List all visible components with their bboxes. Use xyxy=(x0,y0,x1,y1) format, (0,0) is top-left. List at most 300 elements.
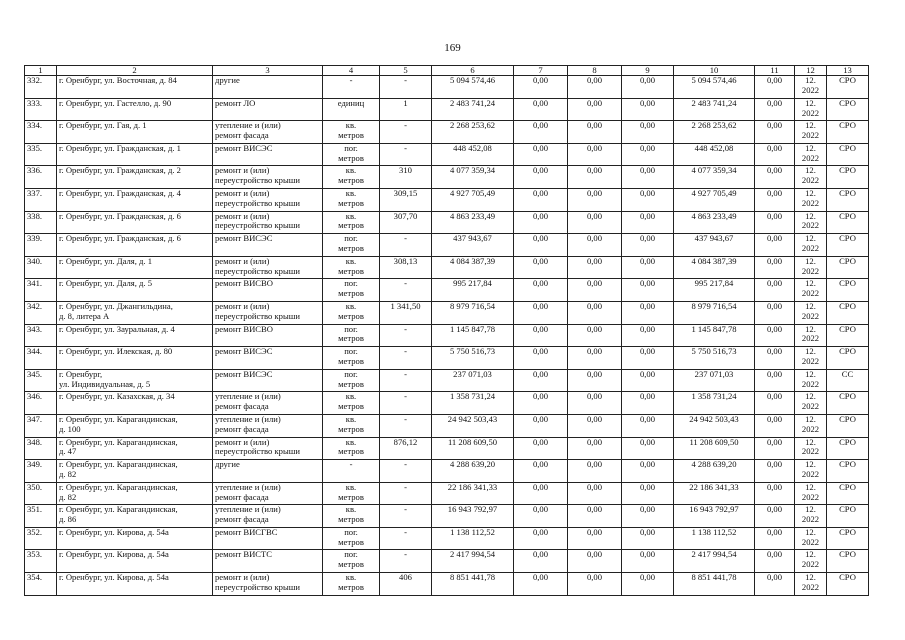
volume-cell: 309,15 xyxy=(380,188,432,211)
table-row xyxy=(25,437,869,460)
fund-cell: 0,00 xyxy=(514,369,568,392)
local-cell: 0,00 xyxy=(622,143,674,166)
method-cell: СРО xyxy=(827,211,869,234)
method-cell: СРО xyxy=(827,324,869,347)
budget-cell: 0,00 xyxy=(568,166,622,189)
fund-cell: 0,00 xyxy=(514,143,568,166)
unit-cell: пог. метров xyxy=(323,527,380,550)
volume-cell: 307,70 xyxy=(380,211,432,234)
total-cost-cell: 22 186 341,33 xyxy=(432,482,514,505)
address-cell: г. Оренбург, ул. Кирова, д. 54а xyxy=(57,527,213,550)
budget-cell: 0,00 xyxy=(568,573,622,596)
address-cell: г. Оренбург, ул. Гастелло, д. 90 xyxy=(57,98,213,121)
column-header-5: 5 xyxy=(380,66,432,76)
table-row xyxy=(25,76,869,99)
other-cell: 0,00 xyxy=(755,98,795,121)
budget-cell: 0,00 xyxy=(568,234,622,257)
other-cell: 0,00 xyxy=(755,505,795,528)
fund-cell: 0,00 xyxy=(514,437,568,460)
deadline-cell: 12. 2022 xyxy=(795,505,827,528)
work-type-cell: ремонт и (или) переустройство крыши xyxy=(213,301,323,324)
volume-cell: - xyxy=(380,460,432,483)
fund-cell: 0,00 xyxy=(514,460,568,483)
budget-cell: 0,00 xyxy=(568,211,622,234)
budget-cell: 0,00 xyxy=(568,301,622,324)
work-type-cell: ремонт и (или) переустройство крыши xyxy=(213,188,323,211)
column-header-10: 10 xyxy=(674,66,755,76)
method-cell: СРО xyxy=(827,234,869,257)
method-cell: СРО xyxy=(827,121,869,144)
unit-cell: - xyxy=(323,76,380,99)
fund-cell: 0,00 xyxy=(514,234,568,257)
address-cell: г. Оренбург, ул. Гражданская, д. 4 xyxy=(57,188,213,211)
method-cell: СРО xyxy=(827,482,869,505)
fund-cell: 0,00 xyxy=(514,414,568,437)
owners-cost-cell: 2 268 253,62 xyxy=(674,121,755,144)
budget-cell: 0,00 xyxy=(568,121,622,144)
budget-cell: 0,00 xyxy=(568,460,622,483)
row-number: 333. xyxy=(25,98,57,121)
volume-cell: 1 xyxy=(380,98,432,121)
table-row xyxy=(25,98,869,121)
other-cell: 0,00 xyxy=(755,392,795,415)
deadline-cell: 12. 2022 xyxy=(795,234,827,257)
other-cell: 0,00 xyxy=(755,324,795,347)
work-type-cell: другие xyxy=(213,76,323,99)
total-cost-cell: 11 208 609,50 xyxy=(432,437,514,460)
row-number: 342. xyxy=(25,301,57,324)
fund-cell: 0,00 xyxy=(514,256,568,279)
row-number: 338. xyxy=(25,211,57,234)
deadline-cell: 12. 2022 xyxy=(795,76,827,99)
other-cell: 0,00 xyxy=(755,414,795,437)
row-number: 339. xyxy=(25,234,57,257)
owners-cost-cell: 5 094 574,46 xyxy=(674,76,755,99)
deadline-cell: 12. 2022 xyxy=(795,392,827,415)
deadline-cell: 12. 2022 xyxy=(795,324,827,347)
table-row xyxy=(25,324,869,347)
owners-cost-cell: 8 851 441,78 xyxy=(674,573,755,596)
total-cost-cell: 4 077 359,34 xyxy=(432,166,514,189)
unit-cell: пог. метров xyxy=(323,347,380,370)
total-cost-cell: 4 863 233,49 xyxy=(432,211,514,234)
budget-cell: 0,00 xyxy=(568,550,622,573)
owners-cost-cell: 4 927 705,49 xyxy=(674,188,755,211)
work-type-cell: ремонт ЛО xyxy=(213,98,323,121)
owners-cost-cell: 24 942 503,43 xyxy=(674,414,755,437)
row-number: 344. xyxy=(25,347,57,370)
method-cell: СРО xyxy=(827,279,869,302)
column-header-8: 8 xyxy=(568,66,622,76)
address-cell: г. Оренбург, ул. Гая, д. 1 xyxy=(57,121,213,144)
row-number: 336. xyxy=(25,166,57,189)
owners-cost-cell: 2 417 994,54 xyxy=(674,550,755,573)
local-cell: 0,00 xyxy=(622,121,674,144)
total-cost-cell: 448 452,08 xyxy=(432,143,514,166)
deadline-cell: 12. 2022 xyxy=(795,347,827,370)
owners-cost-cell: 11 208 609,50 xyxy=(674,437,755,460)
address-cell: г. Оренбург, ул. Карагандинская, д. 100 xyxy=(57,414,213,437)
method-cell: СРО xyxy=(827,527,869,550)
other-cell: 0,00 xyxy=(755,76,795,99)
unit-cell: кв. метров xyxy=(323,256,380,279)
deadline-cell: 12. 2022 xyxy=(795,211,827,234)
work-type-cell: ремонт и (или) переустройство крыши xyxy=(213,256,323,279)
work-type-cell: ремонт ВИСЭС xyxy=(213,347,323,370)
local-cell: 0,00 xyxy=(622,505,674,528)
row-number: 335. xyxy=(25,143,57,166)
unit-cell: кв. метров xyxy=(323,121,380,144)
method-cell: СРО xyxy=(827,76,869,99)
row-number: 352. xyxy=(25,527,57,550)
local-cell: 0,00 xyxy=(622,234,674,257)
budget-cell: 0,00 xyxy=(568,437,622,460)
method-cell: СРО xyxy=(827,460,869,483)
unit-cell: пог. метров xyxy=(323,550,380,573)
method-cell: СРО xyxy=(827,188,869,211)
budget-cell: 0,00 xyxy=(568,392,622,415)
work-type-cell: утепление и (или) ремонт фасада xyxy=(213,505,323,528)
method-cell: СРО xyxy=(827,256,869,279)
method-cell: СРО xyxy=(827,550,869,573)
row-number: 332. xyxy=(25,76,57,99)
row-number: 349. xyxy=(25,460,57,483)
row-number: 353. xyxy=(25,550,57,573)
fund-cell: 0,00 xyxy=(514,573,568,596)
budget-cell: 0,00 xyxy=(568,369,622,392)
address-cell: г. Оренбург, ул. Илекская, д. 80 xyxy=(57,347,213,370)
local-cell: 0,00 xyxy=(622,256,674,279)
capital-repair-table xyxy=(24,65,869,596)
unit-cell: пог. метров xyxy=(323,234,380,257)
deadline-cell: 12. 2022 xyxy=(795,414,827,437)
row-number: 347. xyxy=(25,414,57,437)
volume-cell: - xyxy=(380,505,432,528)
address-cell: г. Оренбург, ул. Даля, д. 1 xyxy=(57,256,213,279)
work-type-cell: ремонт и (или) переустройство крыши xyxy=(213,211,323,234)
local-cell: 0,00 xyxy=(622,573,674,596)
total-cost-cell: 5 094 574,46 xyxy=(432,76,514,99)
budget-cell: 0,00 xyxy=(568,143,622,166)
page-number: 169 xyxy=(444,42,461,54)
column-header-1: 1 xyxy=(25,66,57,76)
method-cell: СРО xyxy=(827,414,869,437)
table-row xyxy=(25,369,869,392)
address-cell: г. Оренбург, ул. Кирова, д. 54а xyxy=(57,573,213,596)
row-number: 341. xyxy=(25,279,57,302)
unit-cell: кв. метров xyxy=(323,392,380,415)
local-cell: 0,00 xyxy=(622,324,674,347)
unit-cell: пог. метров xyxy=(323,369,380,392)
local-cell: 0,00 xyxy=(622,188,674,211)
local-cell: 0,00 xyxy=(622,437,674,460)
local-cell: 0,00 xyxy=(622,414,674,437)
method-cell: СРО xyxy=(827,392,869,415)
row-number: 345. xyxy=(25,369,57,392)
deadline-cell: 12. 2022 xyxy=(795,166,827,189)
total-cost-cell: 1 145 847,78 xyxy=(432,324,514,347)
row-number: 343. xyxy=(25,324,57,347)
method-cell: СРО xyxy=(827,437,869,460)
deadline-cell: 12. 2022 xyxy=(795,121,827,144)
column-header-4: 4 xyxy=(323,66,380,76)
volume-cell: - xyxy=(380,76,432,99)
fund-cell: 0,00 xyxy=(514,121,568,144)
column-header-7: 7 xyxy=(514,66,568,76)
local-cell: 0,00 xyxy=(622,98,674,121)
volume-cell: - xyxy=(380,347,432,370)
deadline-cell: 12. 2022 xyxy=(795,98,827,121)
other-cell: 0,00 xyxy=(755,573,795,596)
table-row xyxy=(25,505,869,528)
other-cell: 0,00 xyxy=(755,347,795,370)
address-cell: г. Оренбург, ул. Гражданская, д. 6 xyxy=(57,211,213,234)
unit-cell: кв. метров xyxy=(323,414,380,437)
other-cell: 0,00 xyxy=(755,369,795,392)
address-cell: г. Оренбург, ул. Восточная, д. 84 xyxy=(57,76,213,99)
other-cell: 0,00 xyxy=(755,301,795,324)
address-cell: г. Оренбург, ул. Джангильдина, д. 8, литера А xyxy=(57,301,213,324)
table-row xyxy=(25,301,869,324)
total-cost-cell: 237 071,03 xyxy=(432,369,514,392)
owners-cost-cell: 16 943 792,97 xyxy=(674,505,755,528)
unit-cell: пог. метров xyxy=(323,324,380,347)
total-cost-cell: 4 084 387,39 xyxy=(432,256,514,279)
total-cost-cell: 2 483 741,24 xyxy=(432,98,514,121)
owners-cost-cell: 4 288 639,20 xyxy=(674,460,755,483)
fund-cell: 0,00 xyxy=(514,166,568,189)
local-cell: 0,00 xyxy=(622,392,674,415)
row-number: 348. xyxy=(25,437,57,460)
table-row xyxy=(25,392,869,415)
fund-cell: 0,00 xyxy=(514,392,568,415)
fund-cell: 0,00 xyxy=(514,98,568,121)
work-type-cell: другие xyxy=(213,460,323,483)
column-header-9: 9 xyxy=(622,66,674,76)
method-cell: СРО xyxy=(827,143,869,166)
work-type-cell: ремонт ВИСГВС xyxy=(213,527,323,550)
total-cost-cell: 1 358 731,24 xyxy=(432,392,514,415)
work-type-cell: ремонт ВИСВО xyxy=(213,324,323,347)
owners-cost-cell: 22 186 341,33 xyxy=(674,482,755,505)
unit-cell: кв. метров xyxy=(323,482,380,505)
table-row xyxy=(25,143,869,166)
table-row xyxy=(25,414,869,437)
other-cell: 0,00 xyxy=(755,211,795,234)
method-cell: СРО xyxy=(827,347,869,370)
table-row xyxy=(25,482,869,505)
total-cost-cell: 8 851 441,78 xyxy=(432,573,514,596)
address-cell: г. Оренбург, ул. Карагандинская, д. 82 xyxy=(57,460,213,483)
local-cell: 0,00 xyxy=(622,482,674,505)
budget-cell: 0,00 xyxy=(568,527,622,550)
table-row xyxy=(25,234,869,257)
total-cost-cell: 5 750 516,73 xyxy=(432,347,514,370)
table-row xyxy=(25,573,869,596)
volume-cell: 310 xyxy=(380,166,432,189)
work-type-cell: ремонт и (или) переустройство крыши xyxy=(213,573,323,596)
volume-cell: - xyxy=(380,369,432,392)
column-header-6: 6 xyxy=(432,66,514,76)
local-cell: 0,00 xyxy=(622,550,674,573)
fund-cell: 0,00 xyxy=(514,324,568,347)
owners-cost-cell: 1 145 847,78 xyxy=(674,324,755,347)
deadline-cell: 12. 2022 xyxy=(795,301,827,324)
work-type-cell: ремонт ВИСВО xyxy=(213,279,323,302)
owners-cost-cell: 437 943,67 xyxy=(674,234,755,257)
fund-cell: 0,00 xyxy=(514,76,568,99)
volume-cell: - xyxy=(380,279,432,302)
local-cell: 0,00 xyxy=(622,460,674,483)
column-header-2: 2 xyxy=(57,66,213,76)
local-cell: 0,00 xyxy=(622,301,674,324)
row-number: 337. xyxy=(25,188,57,211)
work-type-cell: утепление и (или) ремонт фасада xyxy=(213,392,323,415)
unit-cell: пог. метров xyxy=(323,279,380,302)
address-cell: г. Оренбург, ул. Зауральная, д. 4 xyxy=(57,324,213,347)
unit-cell: кв. метров xyxy=(323,188,380,211)
address-cell: г. Оренбург, ул. Даля, д. 5 xyxy=(57,279,213,302)
owners-cost-cell: 237 071,03 xyxy=(674,369,755,392)
table-row xyxy=(25,460,869,483)
total-cost-cell: 2 417 994,54 xyxy=(432,550,514,573)
owners-cost-cell: 4 077 359,34 xyxy=(674,166,755,189)
fund-cell: 0,00 xyxy=(514,301,568,324)
unit-cell: единиц xyxy=(323,98,380,121)
table-row xyxy=(25,279,869,302)
other-cell: 0,00 xyxy=(755,143,795,166)
local-cell: 0,00 xyxy=(622,166,674,189)
owners-cost-cell: 5 750 516,73 xyxy=(674,347,755,370)
fund-cell: 0,00 xyxy=(514,505,568,528)
column-number-row xyxy=(25,66,869,76)
table-body xyxy=(25,76,869,596)
local-cell: 0,00 xyxy=(622,369,674,392)
address-cell: г. Оренбург, ул. Карагандинская, д. 86 xyxy=(57,505,213,528)
table-row xyxy=(25,527,869,550)
work-type-cell: ремонт ВИСЭС xyxy=(213,143,323,166)
work-type-cell: утепление и (или) ремонт фасада xyxy=(213,414,323,437)
total-cost-cell: 1 138 112,52 xyxy=(432,527,514,550)
fund-cell: 0,00 xyxy=(514,550,568,573)
unit-cell: кв. метров xyxy=(323,166,380,189)
work-type-cell: утепление и (или) ремонт фасада xyxy=(213,121,323,144)
volume-cell: - xyxy=(380,527,432,550)
unit-cell: - xyxy=(323,460,380,483)
table-row xyxy=(25,121,869,144)
owners-cost-cell: 4 084 387,39 xyxy=(674,256,755,279)
total-cost-cell: 24 942 503,43 xyxy=(432,414,514,437)
table-row xyxy=(25,211,869,234)
method-cell: СС xyxy=(827,369,869,392)
total-cost-cell: 16 943 792,97 xyxy=(432,505,514,528)
unit-cell: кв. метров xyxy=(323,437,380,460)
table-row xyxy=(25,166,869,189)
total-cost-cell: 4 288 639,20 xyxy=(432,460,514,483)
fund-cell: 0,00 xyxy=(514,527,568,550)
work-type-cell: утепление и (или) ремонт фасада xyxy=(213,482,323,505)
fund-cell: 0,00 xyxy=(514,482,568,505)
volume-cell: - xyxy=(380,482,432,505)
column-header-12: 12 xyxy=(795,66,827,76)
local-cell: 0,00 xyxy=(622,527,674,550)
method-cell: СРО xyxy=(827,301,869,324)
address-cell: г. Оренбург, ул. Индивидуальная, д. 5 xyxy=(57,369,213,392)
total-cost-cell: 995 217,84 xyxy=(432,279,514,302)
deadline-cell: 12. 2022 xyxy=(795,256,827,279)
fund-cell: 0,00 xyxy=(514,279,568,302)
volume-cell: - xyxy=(380,324,432,347)
work-type-cell: ремонт и (или) переустройство крыши xyxy=(213,437,323,460)
method-cell: СРО xyxy=(827,98,869,121)
owners-cost-cell: 1 138 112,52 xyxy=(674,527,755,550)
total-cost-cell: 4 927 705,49 xyxy=(432,188,514,211)
other-cell: 0,00 xyxy=(755,256,795,279)
budget-cell: 0,00 xyxy=(568,279,622,302)
other-cell: 0,00 xyxy=(755,121,795,144)
deadline-cell: 12. 2022 xyxy=(795,188,827,211)
volume-cell: 1 341,50 xyxy=(380,301,432,324)
row-number: 351. xyxy=(25,505,57,528)
deadline-cell: 12. 2022 xyxy=(795,369,827,392)
method-cell: СРО xyxy=(827,505,869,528)
other-cell: 0,00 xyxy=(755,234,795,257)
total-cost-cell: 8 979 716,54 xyxy=(432,301,514,324)
other-cell: 0,00 xyxy=(755,279,795,302)
table-row xyxy=(25,256,869,279)
fund-cell: 0,00 xyxy=(514,211,568,234)
work-type-cell: ремонт ВИСЭС xyxy=(213,234,323,257)
table-row xyxy=(25,550,869,573)
volume-cell: - xyxy=(380,414,432,437)
column-header-3: 3 xyxy=(213,66,323,76)
deadline-cell: 12. 2022 xyxy=(795,573,827,596)
unit-cell: кв. метров xyxy=(323,505,380,528)
volume-cell: 876,12 xyxy=(380,437,432,460)
row-number: 354. xyxy=(25,573,57,596)
volume-cell: - xyxy=(380,121,432,144)
work-type-cell: ремонт ВИСЭС xyxy=(213,369,323,392)
owners-cost-cell: 4 863 233,49 xyxy=(674,211,755,234)
other-cell: 0,00 xyxy=(755,482,795,505)
unit-cell: кв. метров xyxy=(323,301,380,324)
address-cell: г. Оренбург, ул. Казахская, д. 34 xyxy=(57,392,213,415)
local-cell: 0,00 xyxy=(622,347,674,370)
budget-cell: 0,00 xyxy=(568,482,622,505)
budget-cell: 0,00 xyxy=(568,414,622,437)
unit-cell: кв. метров xyxy=(323,211,380,234)
column-header-11: 11 xyxy=(755,66,795,76)
budget-cell: 0,00 xyxy=(568,505,622,528)
deadline-cell: 12. 2022 xyxy=(795,143,827,166)
volume-cell: - xyxy=(380,143,432,166)
address-cell: г. Оренбург, ул. Кирова, д. 54а xyxy=(57,550,213,573)
volume-cell: 308,13 xyxy=(380,256,432,279)
owners-cost-cell: 8 979 716,54 xyxy=(674,301,755,324)
local-cell: 0,00 xyxy=(622,279,674,302)
row-number: 350. xyxy=(25,482,57,505)
budget-cell: 0,00 xyxy=(568,347,622,370)
other-cell: 0,00 xyxy=(755,460,795,483)
column-header-13: 13 xyxy=(827,66,869,76)
table-row xyxy=(25,188,869,211)
address-cell: г. Оренбург, ул. Карагандинская, д. 47 xyxy=(57,437,213,460)
unit-cell: пог. метров xyxy=(323,143,380,166)
work-type-cell: ремонт ВИСТС xyxy=(213,550,323,573)
total-cost-cell: 437 943,67 xyxy=(432,234,514,257)
local-cell: 0,00 xyxy=(622,211,674,234)
other-cell: 0,00 xyxy=(755,550,795,573)
